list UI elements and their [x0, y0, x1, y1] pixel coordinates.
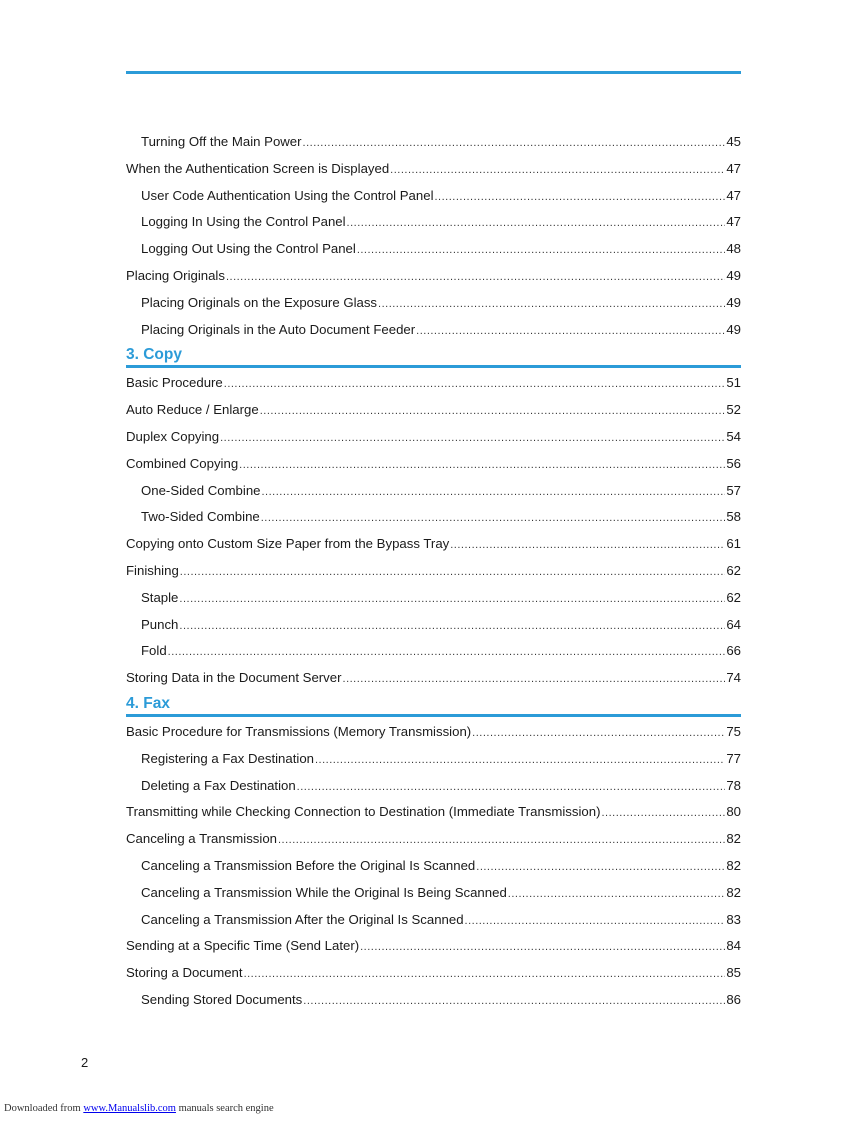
toc-entry[interactable] [126, 478, 741, 505]
toc-entry-page: 82 [726, 884, 741, 900]
toc-entry[interactable] [126, 370, 741, 397]
toc-entry[interactable] [126, 585, 741, 612]
toc-entry[interactable] [126, 773, 741, 800]
toc-entry-title: One-Sided Combine [141, 482, 261, 498]
dot-leader [476, 853, 725, 880]
footer-prefix: Downloaded from [4, 1103, 84, 1114]
dot-leader [472, 719, 725, 746]
toc-entry-title: Canceling a Transmission [126, 831, 277, 847]
toc-entry[interactable] [126, 451, 741, 478]
dot-leader [239, 451, 725, 478]
toc-entry-page: 49 [726, 294, 741, 310]
toc-entry[interactable] [126, 290, 741, 317]
dot-leader [450, 531, 725, 558]
dot-leader [168, 638, 726, 665]
toc-entry-page: 61 [726, 536, 741, 552]
toc-entry-page: 77 [726, 750, 741, 766]
toc-entry-title: Copying onto Custom Size Paper from the Bypass Tray [126, 536, 450, 552]
toc-entry-page: 78 [726, 777, 741, 793]
chapter-rule [126, 365, 741, 368]
toc-entry-page: 57 [726, 482, 741, 498]
toc-entry-page: 74 [726, 670, 741, 686]
toc-entry-page: 66 [726, 643, 741, 659]
toc-entry-page: 75 [726, 723, 741, 739]
dot-leader [260, 397, 726, 424]
toc-entry[interactable] [126, 317, 741, 344]
chapter-title[interactable]: 3. Copy [126, 346, 182, 364]
toc-entry-title: Canceling a Transmission After the Original Is Scanned [141, 911, 464, 927]
toc-entry-page: 54 [726, 428, 741, 444]
toc-entry-page: 62 [726, 562, 741, 578]
toc-entry[interactable] [126, 424, 741, 451]
toc-entry-page: 82 [726, 831, 741, 847]
toc-entry-title: Two-Sided Combine [141, 509, 260, 525]
toc-entry-title: Placing Originals on the Exposure Glass [141, 294, 378, 310]
toc-entry[interactable] [126, 826, 741, 853]
toc-entry-page: 47 [726, 160, 741, 176]
toc-entry[interactable] [126, 880, 741, 907]
toc-entry-page: 49 [726, 267, 741, 283]
dot-leader [343, 665, 726, 692]
dot-leader [465, 907, 726, 934]
header-rule [126, 71, 741, 74]
toc-entry[interactable] [126, 799, 741, 826]
dot-leader [390, 156, 725, 183]
toc-entry-page: 80 [726, 804, 741, 820]
toc-entry[interactable] [126, 531, 741, 558]
table-of-contents [126, 129, 741, 1014]
download-footer [4, 1103, 274, 1114]
toc-entry[interactable] [126, 263, 741, 290]
toc-entry-title: Turning Off the Main Power [141, 134, 302, 149]
toc-entry-title: Canceling a Transmission While the Original Is Being Scanned [141, 884, 507, 900]
toc-entry[interactable] [126, 746, 741, 773]
toc-entry[interactable] [126, 156, 741, 183]
dot-leader [315, 746, 725, 773]
toc-entry-title: Punch [141, 616, 179, 632]
toc-entry-title: Logging Out Using the Control Panel [141, 241, 356, 257]
dot-leader [360, 933, 725, 960]
dot-leader [303, 129, 726, 156]
toc-entry-title: Auto Reduce / Enlarge [126, 402, 259, 418]
toc-entry-title: Storing a Document [126, 965, 243, 981]
toc-entry-page: 47 [726, 214, 741, 230]
chapter-rule [126, 714, 741, 717]
toc-entry[interactable] [126, 209, 741, 236]
dot-leader [435, 183, 726, 210]
toc-entry[interactable] [126, 987, 741, 1014]
toc-entry[interactable] [126, 129, 741, 156]
toc-entry-title: Combined Copying [126, 455, 239, 471]
dot-leader [357, 236, 726, 263]
chapter-heading [126, 343, 741, 370]
toc-entry-page: 47 [726, 187, 741, 203]
dot-leader [297, 773, 726, 800]
toc-entry[interactable] [126, 612, 741, 639]
toc-entry-title: User Code Authentication Using the Control Panel [141, 187, 434, 203]
toc-entry-title: Deleting a Fax Destination [141, 777, 296, 793]
toc-entry-title: Staple [141, 589, 179, 605]
toc-entry-page: 84 [726, 938, 741, 954]
toc-entry-page: 83 [726, 911, 741, 927]
toc-entry-page: 62 [726, 589, 741, 605]
toc-entry-title: Sending Stored Documents [141, 991, 303, 1007]
dot-leader [347, 209, 726, 236]
dot-leader [601, 799, 725, 826]
toc-entry-page: 86 [726, 991, 741, 1007]
dot-leader [224, 370, 726, 397]
toc-entry[interactable] [126, 719, 741, 746]
toc-entry-page: 58 [726, 509, 741, 525]
toc-entry-title: Duplex Copying [126, 428, 220, 444]
manualslib-link[interactable]: www.Manualslib.com [83, 1103, 176, 1114]
chapter-title[interactable]: 4. Fax [126, 694, 170, 712]
dot-leader [220, 424, 725, 451]
dot-leader [508, 880, 726, 907]
chapter-heading [126, 692, 741, 719]
toc-entry-page: 82 [726, 857, 741, 873]
toc-entry[interactable] [126, 933, 741, 960]
dot-leader [303, 987, 725, 1014]
dot-leader [262, 478, 726, 505]
toc-entry-page: 64 [726, 616, 741, 632]
toc-entry-title: Placing Originals [126, 267, 225, 283]
toc-entry[interactable] [126, 504, 741, 531]
dot-leader [179, 585, 725, 612]
toc-entry-title: Sending at a Specific Time (Send Later) [126, 938, 360, 954]
toc-entry-page: 52 [726, 402, 741, 418]
dot-leader [261, 504, 726, 531]
toc-entry-title: Registering a Fax Destination [141, 750, 314, 766]
toc-entry-title: Logging In Using the Control Panel [141, 214, 346, 230]
toc-entry-title: Fold [141, 643, 167, 659]
toc-entry-title: Basic Procedure for Transmissions (Memory Transmission) [126, 723, 472, 739]
dot-leader [416, 317, 725, 344]
toc-entry[interactable] [126, 665, 741, 692]
toc-entry-page: 56 [726, 455, 741, 471]
dot-leader [278, 826, 725, 853]
toc-entry[interactable] [126, 907, 741, 934]
toc-entry-page: 49 [726, 321, 741, 337]
toc-entry-title: Finishing [126, 562, 179, 578]
toc-entry-page: 48 [726, 241, 741, 257]
toc-entry-page: 85 [726, 965, 741, 981]
dot-leader [244, 960, 726, 987]
dot-leader [180, 558, 726, 585]
toc-entry-title: Transmitting while Checking Connection to Destination (Immediate Transmission) [126, 804, 601, 820]
dot-leader [378, 290, 725, 317]
toc-entry[interactable] [126, 960, 741, 987]
toc-entry-title: Storing Data in the Document Server [126, 670, 342, 686]
toc-entry[interactable] [126, 397, 741, 424]
footer-suffix: manuals search engine [175, 1103, 274, 1114]
toc-entry-page: 51 [726, 375, 741, 391]
toc-entry-title: When the Authentication Screen is Displayed [126, 160, 390, 176]
toc-entry-title: Placing Originals in the Auto Document Feeder [141, 321, 416, 337]
toc-entry-page: 45 [726, 134, 741, 149]
toc-entry[interactable] [126, 236, 741, 263]
toc-entry-title: Basic Procedure [126, 375, 223, 391]
page-number: 2 [81, 1055, 89, 1070]
toc-entry-title: Canceling a Transmission Before the Original Is Scanned [141, 857, 476, 873]
toc-entry[interactable] [126, 183, 741, 210]
dot-leader [179, 612, 725, 639]
toc-entry[interactable] [126, 853, 741, 880]
dot-leader [226, 263, 725, 290]
toc-entry[interactable] [126, 558, 741, 585]
toc-entry[interactable] [126, 638, 741, 665]
